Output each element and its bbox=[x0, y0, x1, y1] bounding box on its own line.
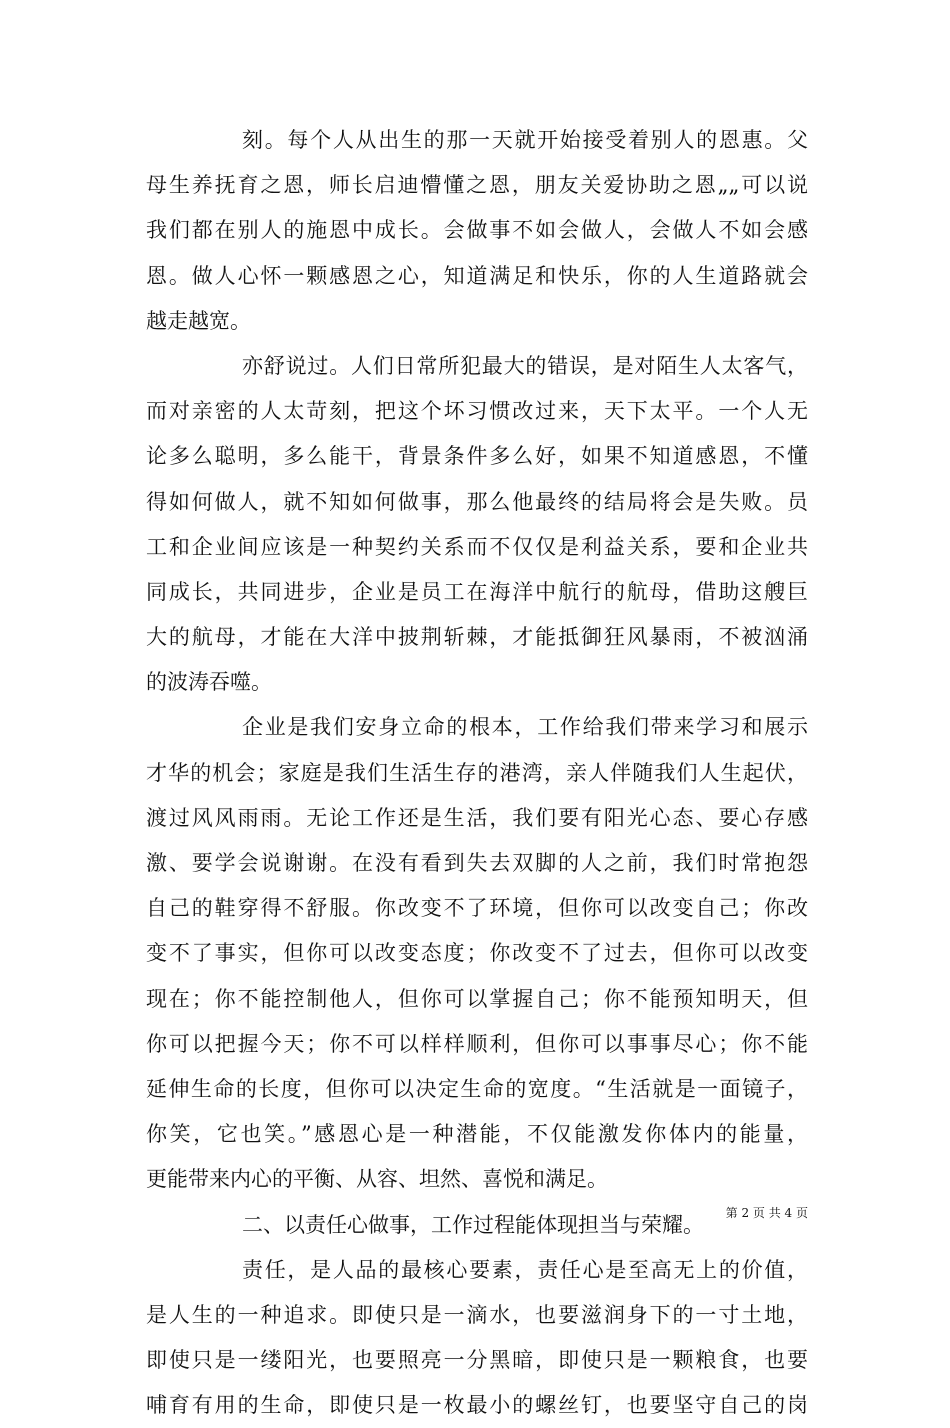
text-line: 才华的机会；家庭是我们生活生存的港湾，亲人伴随我们人生起伏， bbox=[146, 760, 808, 785]
text-line: 大的航母，才能在大洋中披荆斩棘，才能抵御狂风暴雨，不被汹涌 bbox=[146, 625, 808, 650]
text-line: 得如何做人，就不知如何做事，那么他最终的结局将会是失败。员 bbox=[146, 489, 808, 514]
text-line: 是人生的一种追求。即使只是一滴水，也要滋润身下的一寸土地， bbox=[146, 1302, 808, 1327]
text-line: 你笑，它也笑。”感恩心是一种潜能，不仅能激发你体内的能量， bbox=[146, 1122, 808, 1147]
text-line: 刻。每个人从出生的那一天就开始接受着别人的恩惠。父 bbox=[242, 128, 808, 152]
text-line: 变不了事实，但你可以改变态度；你改变不了过去，但你可以改变 bbox=[146, 941, 808, 966]
text-line: 责任，是人品的最核心要素，责任心是至高无上的价值， bbox=[242, 1257, 808, 1282]
text-line: 论多么聪明，多么能干，背景条件多么好，如果不知道感恩，不懂 bbox=[146, 444, 808, 469]
text-line: 同成长，共同进步，企业是员工在海洋中航行的航母，借助这艘巨 bbox=[146, 579, 808, 604]
body-text bbox=[146, 118, 808, 1428]
text-line: 亦舒说过。人们日常所犯最大的错误，是对陌生人太客气， bbox=[242, 353, 808, 378]
text-line: 渡过风风雨雨。无论工作还是生活，我们要有阳光心态、要心存感 bbox=[146, 805, 808, 830]
text-line: 现在；你不能控制他人，但你可以掌握自己；你不能预知明天，但 bbox=[146, 986, 808, 1011]
text-line: 更能带来内心的平衡、从容、坦然、喜悦和满足。 bbox=[146, 1167, 608, 1192]
text-line: 的波涛吞噬。 bbox=[146, 670, 272, 695]
text-line: 我们都在别人的施恩中成长。会做事不如会做人，会做人不如会感 bbox=[146, 218, 808, 243]
text-line: 二、以责任心做事，工作过程能体现担当与荣耀。 bbox=[242, 1212, 704, 1237]
text-line: 即使只是一缕阳光，也要照亮一分黑暗，即使只是一颗粮食，也要 bbox=[146, 1348, 808, 1373]
text-line: 哺育有用的生命，即使只是一枚最小的螺丝钉，也要坚守自己的岗 bbox=[146, 1393, 808, 1418]
text-line: 激、要学会说谢谢。在没有看到失去双脚的人之前，我们时常抱怨 bbox=[146, 851, 808, 875]
text-line: 恩。做人心怀一颗感恩之心，知道满足和快乐，你的人生道路就会 bbox=[146, 263, 808, 288]
text-line: 工和企业间应该是一种契约关系而不仅仅是利益关系，要和企业共 bbox=[146, 534, 808, 559]
text-line: 延伸生命的长度，但你可以决定生命的宽度。“生活就是一面镜子， bbox=[146, 1076, 808, 1101]
text-line: 自己的鞋穿得不舒服。你改变不了环境，但你可以改变自己；你改 bbox=[146, 896, 808, 921]
text-line: 企业是我们安身立命的根本，工作给我们带来学习和展示 bbox=[242, 715, 808, 740]
text-line: 母生养抚育之恩，师长启迪懵懂之恩，朋友关爱协助之恩„„可以说 bbox=[146, 173, 808, 198]
text-line: 你可以把握今天；你不可以样样顺利，但你可以事事尽心；你不能 bbox=[146, 1031, 808, 1056]
page-number: 第 2 页 共 4 页 bbox=[725, 1206, 808, 1220]
text-line: 而对亲密的人太苛刻，把这个坏习惯改过来，天下太平。一个人无 bbox=[146, 399, 808, 424]
text-line: 越走越宽。 bbox=[146, 308, 251, 333]
